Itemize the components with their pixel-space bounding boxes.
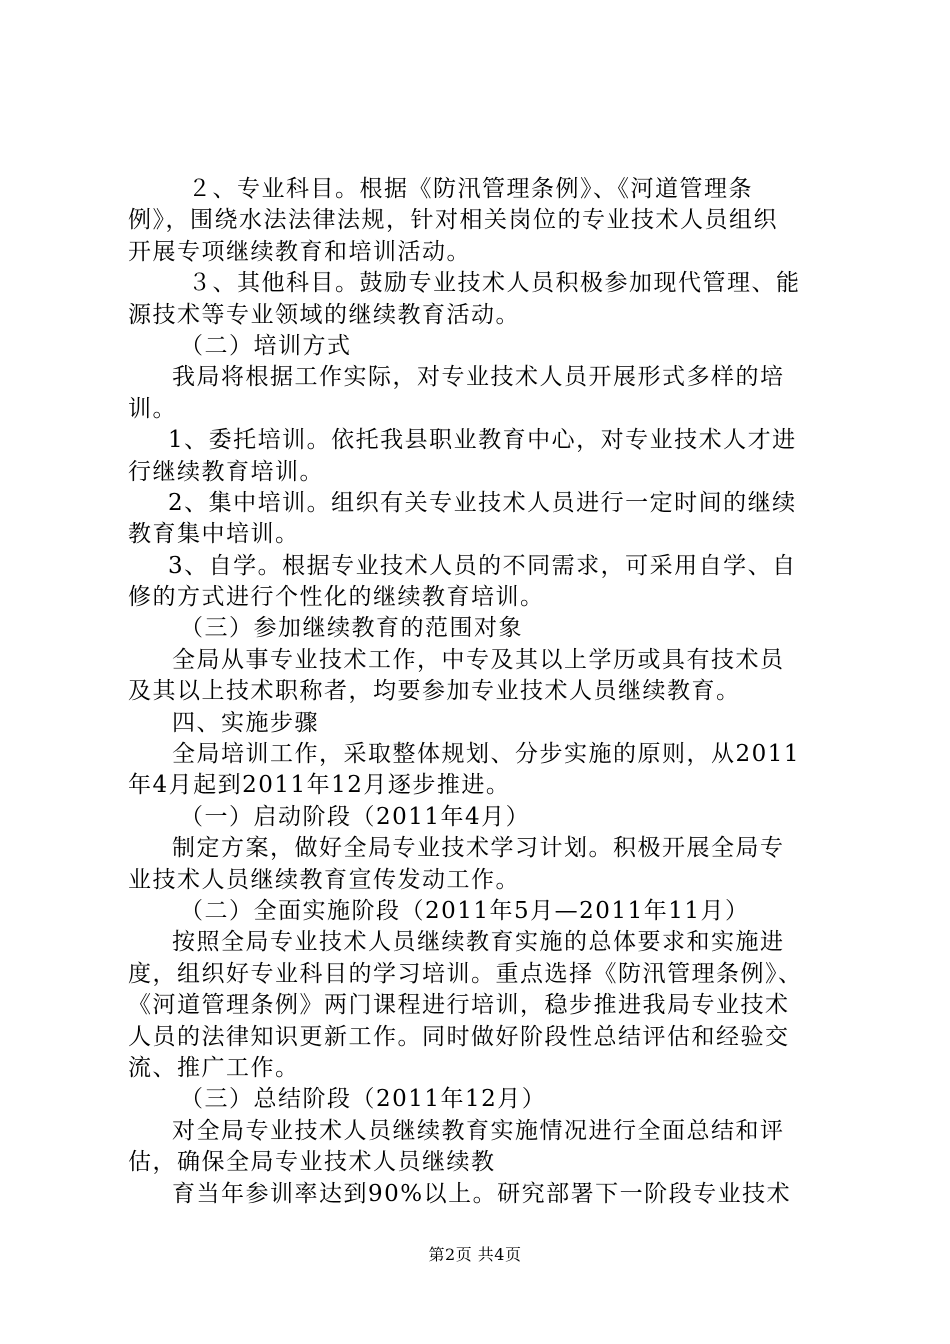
section-heading: （一）启动阶段（2011年4月） <box>180 803 531 830</box>
text-line: 训。 <box>128 395 177 422</box>
text-line: 开展专项继续教育和培训活动。 <box>128 238 471 265</box>
section-heading: （三）参加继续教育的范围对象 <box>180 615 523 642</box>
section-heading: （三）总结阶段（2011年12月） <box>180 1086 547 1113</box>
text-line: 按照全局专业技术人员继续教育实施的总体要求和实施进 <box>172 929 785 956</box>
text-line: 业技术人员继续教育宣传发动工作。 <box>128 866 520 893</box>
text-line: 年4月起到2011年12月逐步推进。 <box>128 772 511 799</box>
text-line: 全局从事专业技术工作，中专及其以上学历或具有技术员 <box>172 646 785 673</box>
text-line: 度，组织好专业科目的学习培训。重点选择《防汛管理条例》、 <box>128 960 803 987</box>
text-line: 例》，围绕水法法律法规，针对相关岗位的专业技术人员组织 <box>128 207 778 234</box>
text-line: 《河道管理条例》两门课程进行培训，稳步推进我局专业技术 <box>128 992 790 1019</box>
page-number: 第2页 共4页 <box>428 1245 522 1264</box>
text-line: 1、委托培训。依托我县职业教育中心，对专业技术人才进 <box>168 427 797 454</box>
text-line: 全局培训工作，采取整体规划、分步实施的原则，从2011 <box>172 741 801 768</box>
section-heading: （二）培训方式 <box>180 332 352 359</box>
text-line: ２、专业科目。根据《防汛管理条例》、《河道管理条 <box>188 176 753 202</box>
text-line: 3、自学。根据专业技术人员的不同需求，可采用自学、自 <box>168 552 797 579</box>
document-body <box>128 174 832 1210</box>
section-heading: （二）全面实施阶段（2011年5月—2011年11月） <box>180 897 750 924</box>
text-line: 教育集中培训。 <box>128 521 300 548</box>
text-line: 育当年参训率达到90%以上。研究部署下一阶段专业技术 <box>172 1180 792 1207</box>
text-line: 制定方案，做好全局专业技术学习计划。积极开展全局专 <box>172 835 785 862</box>
text-line: 2、集中培训。组织有关专业技术人员进行一定时间的继续 <box>168 489 797 516</box>
text-line: 我局将根据工作实际，对专业技术人员开展形式多样的培 <box>172 364 785 391</box>
text-line: 人员的法律知识更新工作。同时做好阶段性总结评估和经验交 <box>128 1023 790 1050</box>
section-heading: 四、实施步骤 <box>172 709 319 736</box>
text-line: 源技术等专业领域的继续教育活动。 <box>128 301 520 328</box>
text-line: 修的方式进行个性化的继续教育培训。 <box>128 584 545 611</box>
text-line: 流、推广工作。 <box>128 1054 300 1081</box>
text-line: 估，确保全局专业技术人员继续教 <box>128 1149 496 1176</box>
text-line: 行继续教育培训。 <box>128 458 324 485</box>
text-line: ３、其他科目。鼓励专业技术人员积极参加现代管理、能 <box>188 270 801 297</box>
text-line: 对全局专业技术人员继续教育实施情况进行全面总结和评 <box>172 1117 785 1144</box>
text-line: 及其以上技术职称者，均要参加专业技术人员继续教育。 <box>128 678 741 705</box>
